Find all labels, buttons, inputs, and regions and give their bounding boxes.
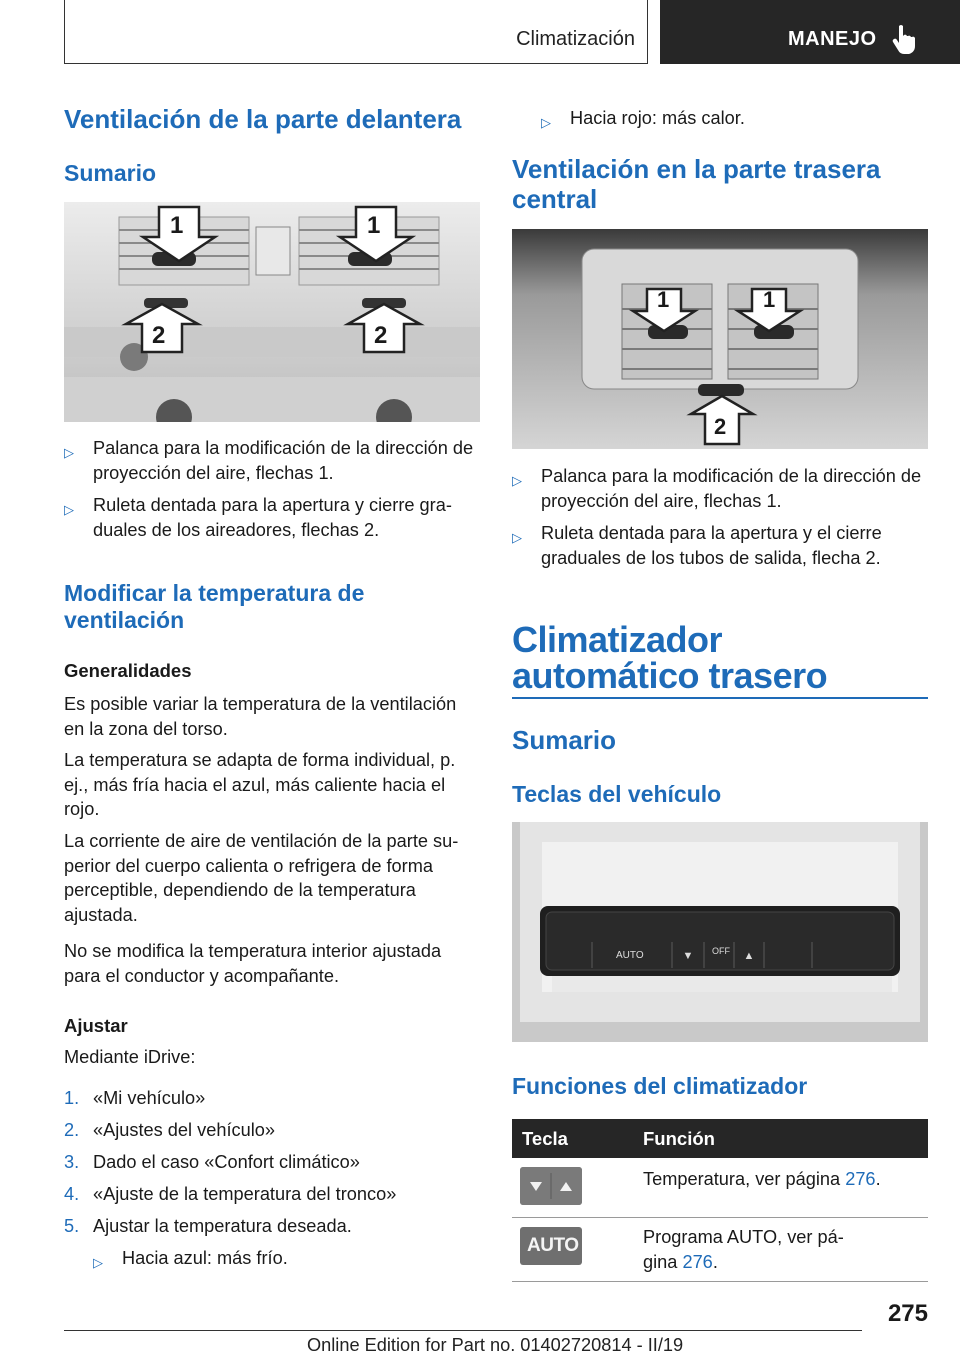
list-item: ▷ Ruleta dentada para la apertura y el cierre graduales de los tubos de salida, flecha 2.	[512, 523, 882, 568]
bullet-triangle-icon: ▷	[93, 1255, 103, 1270]
header-chapter-label: MANEJO	[788, 28, 877, 50]
rear-callout-1b: 1	[763, 287, 776, 312]
heading-summary-rear: Sumario	[512, 725, 617, 755]
hand-pointer-icon	[892, 24, 918, 54]
heading-rule	[512, 697, 928, 699]
front-callout-1b: 1	[367, 212, 381, 239]
heading-rear-center-ventilation: Ventilación en la parte trasera central	[512, 154, 881, 214]
table-divider	[512, 1281, 928, 1282]
svg-text:▼: ▼	[682, 950, 694, 962]
front-callout-1a: 1	[170, 212, 184, 239]
bullet-triangle-icon: ▷	[64, 445, 74, 460]
front-callout-2b: 2	[374, 322, 388, 349]
page-link[interactable]: 276	[682, 1251, 713, 1272]
auto-key-icon	[520, 1227, 582, 1265]
paragraph: No se modifica la temperatura interior ajustada para el conductor y acompañante.	[64, 941, 442, 986]
temperature-arrows-icon	[520, 1167, 582, 1205]
panel-off-label: OFF	[712, 946, 730, 956]
heading-vehicle-keys: Teclas del vehículo	[512, 781, 722, 807]
paragraph: La corriente de aire de ventilación de la parte su‐perior del cuerpo calienta o refrigera de forma perceptible, dependiendo de la temperatura ajustada.	[64, 831, 459, 925]
list-item: ▷ Ruleta dentada para la apertura y cierre gra‐duales de los aireadores, flechas 2.	[64, 495, 452, 540]
step-item: 3. Dado el caso «Confort climático»	[64, 1152, 360, 1172]
rear-callout-1a: 1	[657, 287, 670, 312]
footer-edition: Online Edition for Part no. 01402720814 - II/19	[307, 1335, 684, 1355]
rear-panel-image	[512, 822, 928, 1042]
svg-text:▲: ▲	[743, 950, 755, 962]
subheading-adjust: Ajustar	[64, 1015, 128, 1036]
step-item: 2. «Ajustes del vehículo»	[64, 1120, 275, 1140]
paragraph: Es posible variar la temperatura de la ventilación en la zona del torso.	[64, 694, 457, 739]
list-item: ▷ Palanca para la modificación de la dirección de proyección del aire, flechas 1.	[512, 466, 922, 511]
rear-vents-image	[512, 229, 928, 449]
footer-rule	[64, 1330, 862, 1331]
front-vents-image	[64, 202, 480, 422]
heading-rear-auto-climate: Climatizador automático trasero	[512, 619, 828, 696]
step-item: 1. «Mi vehículo»	[64, 1088, 206, 1108]
table-col-key: Tecla	[522, 1128, 568, 1149]
page-number: 275	[887, 1300, 928, 1327]
sub-list-item: ▷ Hacia rojo: más calor.	[541, 106, 921, 131]
paragraph: La temperatura se adapta de forma individual, p. ej., más fría hacia el azul, más caliente hacia el rojo.	[64, 750, 456, 819]
table-cell-function: Temperatura, ver página 276.	[643, 1169, 881, 1189]
panel-auto-label: AUTO	[616, 950, 644, 961]
front-callout-2a: 2	[152, 322, 166, 349]
heading-summary-front: Sumario	[64, 160, 157, 186]
heading-modify-temperature: Modificar la temperatura de ventilación	[64, 580, 365, 633]
sub-list-item: ▷ Hacia azul: más frío.	[93, 1246, 473, 1271]
table-header	[512, 1119, 928, 1158]
bullet-triangle-icon: ▷	[512, 473, 522, 488]
subheading-general: Generalidades	[64, 660, 192, 681]
auto-key-label: AUTO	[527, 1235, 579, 1256]
page-link[interactable]: 276	[845, 1169, 876, 1189]
bullet-triangle-icon: ▷	[64, 502, 74, 517]
table-col-function: Función	[643, 1128, 715, 1149]
header-section-box	[64, 0, 648, 64]
step-item: 4. «Ajuste de la temperatura del tronco»	[64, 1184, 397, 1204]
heading-front-ventilation: Ventilación de la parte delantera	[64, 104, 462, 134]
table-cell-function: Programa AUTO, ver pá‐ gina 276.	[643, 1227, 844, 1272]
list-item: ▷ Palanca para la modificación de la dirección de proyección del aire, flechas 1.	[64, 438, 474, 483]
bullet-triangle-icon: ▷	[541, 115, 551, 130]
paragraph-idrive: Mediante iDrive:	[64, 1047, 196, 1067]
header-section-title: Climatización	[516, 28, 635, 50]
header-chapter-tab[interactable]	[660, 0, 960, 64]
bullet-triangle-icon: ▷	[512, 530, 522, 545]
heading-climate-functions: Funciones del climatizador	[512, 1073, 808, 1099]
rear-callout-2: 2	[714, 414, 727, 439]
step-item: 5. Ajustar la temperatura deseada.	[64, 1216, 352, 1236]
table-divider	[512, 1217, 928, 1218]
